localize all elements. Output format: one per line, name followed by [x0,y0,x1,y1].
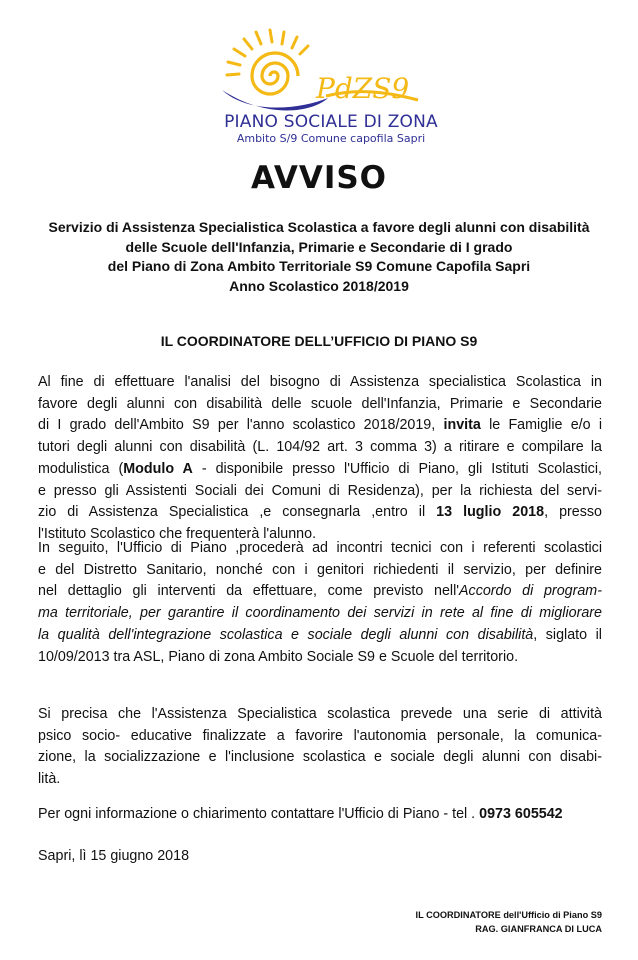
text-line [38,625,602,647]
signature-block [330,908,602,936]
italic-text: Accordo di program- [459,583,602,600]
logo [0,22,638,162]
contact-text: Per ogni informazione o chiarimento contattare l'Ufficio di Piano - tel . [38,806,476,822]
italic-text: ma territoriale, per garantire il coordinamento dei servizi in rete al fine di migliorare [38,605,602,622]
logo-text: PdZS9 [316,72,410,105]
text-span: , siglato il [533,626,602,643]
page-title: AVVISO [250,160,388,196]
text-line: zione, la socializzazione e l'inclusione scolastica e sociale degli alunni con disabi- [38,749,602,766]
text-span: di I grado dell'Ambito S9 per l'anno scolastico 2018/2019, [38,417,436,434]
signature-line [330,908,602,922]
text-line: e del Distretto Sanitario, nonché con i genitori richiedenti il servizio, per definire [38,561,602,578]
text-line [38,459,602,481]
logo-name: PIANO SOCIALE DI ZONA [224,112,438,132]
sun-spiral-logo-icon [208,22,438,122]
text-span: , presso [544,504,602,521]
text-span: zio di Assistenza Specialistica ,e consegnarla ,entro il [38,504,426,521]
paragraph-3 [38,704,602,791]
text-span: le Famiglie e/o i [489,417,602,434]
date-line [38,846,602,868]
bold-text: 13 luglio 2018 [436,504,545,521]
text-line: l'Istituto Scolastico che frequenterà l'alunno. [38,525,317,542]
bold-text: Modulo A [123,460,193,477]
paragraph-1 [38,372,602,546]
text-span: nel dettaglio gli interventi da effettuare, come previsto nell' [38,583,460,600]
logo-subtitle: Ambito S/9 Comune capofila Sapri [236,132,426,145]
text-line [38,804,602,826]
text-line: e presso gli Assistenti Sociali dei Comuni di Residenza), per la richiesta del servi- [38,482,602,499]
text-line: Al fine di effettuare l'analisi del bisogno di Assistenza specialistica Scolastica in [38,374,602,390]
paragraph-2 [38,538,602,668]
subject-line: Servizio di Assistenza Specialistica Scolastica a favore degli alunni con disabilità [48,219,590,235]
italic-text: la qualità dell'integrazione scolastica e sociale degli alunni con disabilità [38,626,534,643]
signature-office: dell'Ufficio di Piano S9 [500,910,602,920]
phone-number: 0973 605542 [479,806,563,822]
text-line: 10/09/2013 tra ASL, Piano di zona Ambito Sociale S9 e Scuole del territorio. [38,648,519,665]
text-line: Si precisa che l'Assistenza Specialistica scolastica prevede una serie di attività [38,706,602,722]
signature-role: IL COORDINATORE [415,910,501,920]
text-line: favore degli alunni con disabilità delle scuole dell'Infanzia, Primarie e Secondarie [38,395,602,412]
date-text: Sapri, lì 15 giugno 2018 [38,848,190,864]
text-line [38,415,602,437]
text-line: tutori degli alunni con disabilità (L. 104/92 art. 3 comma 3) a ritirare e compilare la [38,439,602,456]
subject-line: Anno Scolastico 2018/2019 [229,277,409,294]
signature-name: RAG. GIANFRANCA DI LUCA [475,924,602,934]
bold-text: invita [443,417,481,434]
text-line: lità. [38,771,61,788]
coordinator-heading: IL COORDINATORE DELL’UFFICIO DI PIANO S9 [160,333,478,349]
subject-line: delle Scuole dell'Infanzia, Primarie e Secondarie di I grado [125,238,513,255]
text-line [38,581,602,603]
text-line [38,603,602,625]
text-line [38,502,602,524]
text-line: In seguito, l'Ufficio di Piano ,procederà ad incontri tecnici con i referenti scolastici [38,540,602,556]
text-span: modulistica ( [38,460,124,477]
contact-line [38,804,602,826]
subject-block [18,218,620,296]
text-span: - disponibile presso l'Ufficio di Piano, gli Istituti Scolastici, [192,460,602,477]
subject-line: del Piano di Zona Ambito Territoriale S9 Comune Capofila Sapri [107,258,531,274]
text-line: psico socio- educative finalizzate a favorire l'autonomia personale, la comunica- [38,727,602,744]
